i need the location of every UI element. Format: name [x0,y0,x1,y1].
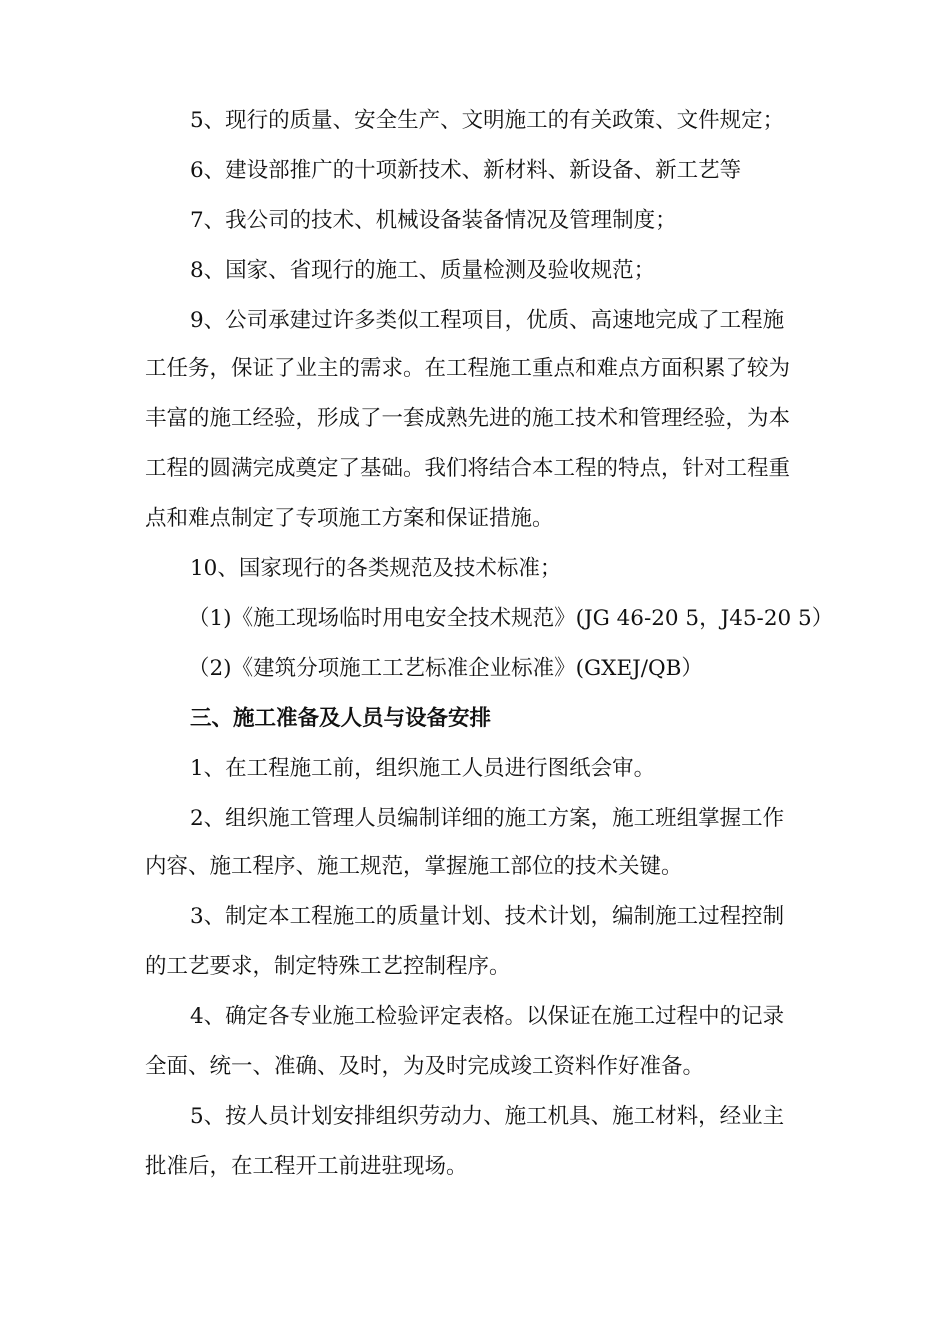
paragraph-line: 工程的圆满完成奠定了基础。我们将结合本工程的特点，针对工程重 [145,456,791,481]
paragraph-line: 工任务，保证了业主的需求。在工程施工重点和难点方面积累了较为 [145,356,791,381]
paragraph-line: 内容、施工程序、施工规范，掌握施工部位的技术关键。 [145,854,683,879]
paragraph-line: 点和难点制定了专项施工方案和保证措施。 [145,506,554,531]
section-heading: 三、施工准备及人员与设备安排 [190,706,492,731]
paragraph-line: 5、按人员计划安排组织劳动力、施工机具、施工材料，经业主 [190,1104,785,1129]
reference-item: （1)《施工现场临时用电安全技术规范》(JG 46-20 5，J45-20 5） [188,606,834,631]
paragraph-line: 10、国家现行的各类规范及技术标准； [190,556,562,581]
paragraph-line: 9、公司承建过许多类似工程项目，优质、高速地完成了工程施 [190,308,785,333]
paragraph-line: 4、确定各专业施工检验评定表格。以保证在施工过程中的记录 [190,1004,785,1029]
paragraph-line: 全面、统一、准确、及时，为及时完成竣工资料作好准备。 [145,1054,705,1079]
reference-item: （2)《建筑分项施工工艺标准企业标准》(GXEJ/QB） [188,656,703,681]
paragraph-line: 7、我公司的技术、机械设备装备情况及管理制度； [190,208,677,233]
paragraph-line: 3、制定本工程施工的质量计划、技术计划，编制施工过程控制 [190,904,785,929]
paragraph-line: 8、国家、省现行的施工、质量检测及验收规范； [190,258,656,283]
paragraph-line: 1、在工程施工前，组织施工人员进行图纸会审。 [190,756,656,781]
paragraph-line: 2、组织施工管理人员编制详细的施工方案，施工班组掌握工作 [190,806,785,831]
paragraph-line: 5、现行的质量、安全生产、文明施工的有关政策、文件规定； [190,108,785,133]
paragraph-line: 丰富的施工经验，形成了一套成熟先进的施工技术和管理经验，为本 [145,406,791,431]
paragraph-line: 6、建设部推广的十项新技术、新材料、新设备、新工艺等 [190,158,742,183]
paragraph-line: 批准后，在工程开工前进驻现场。 [145,1154,468,1179]
paragraph-line: 的工艺要求，制定特殊工艺控制程序。 [145,954,511,979]
